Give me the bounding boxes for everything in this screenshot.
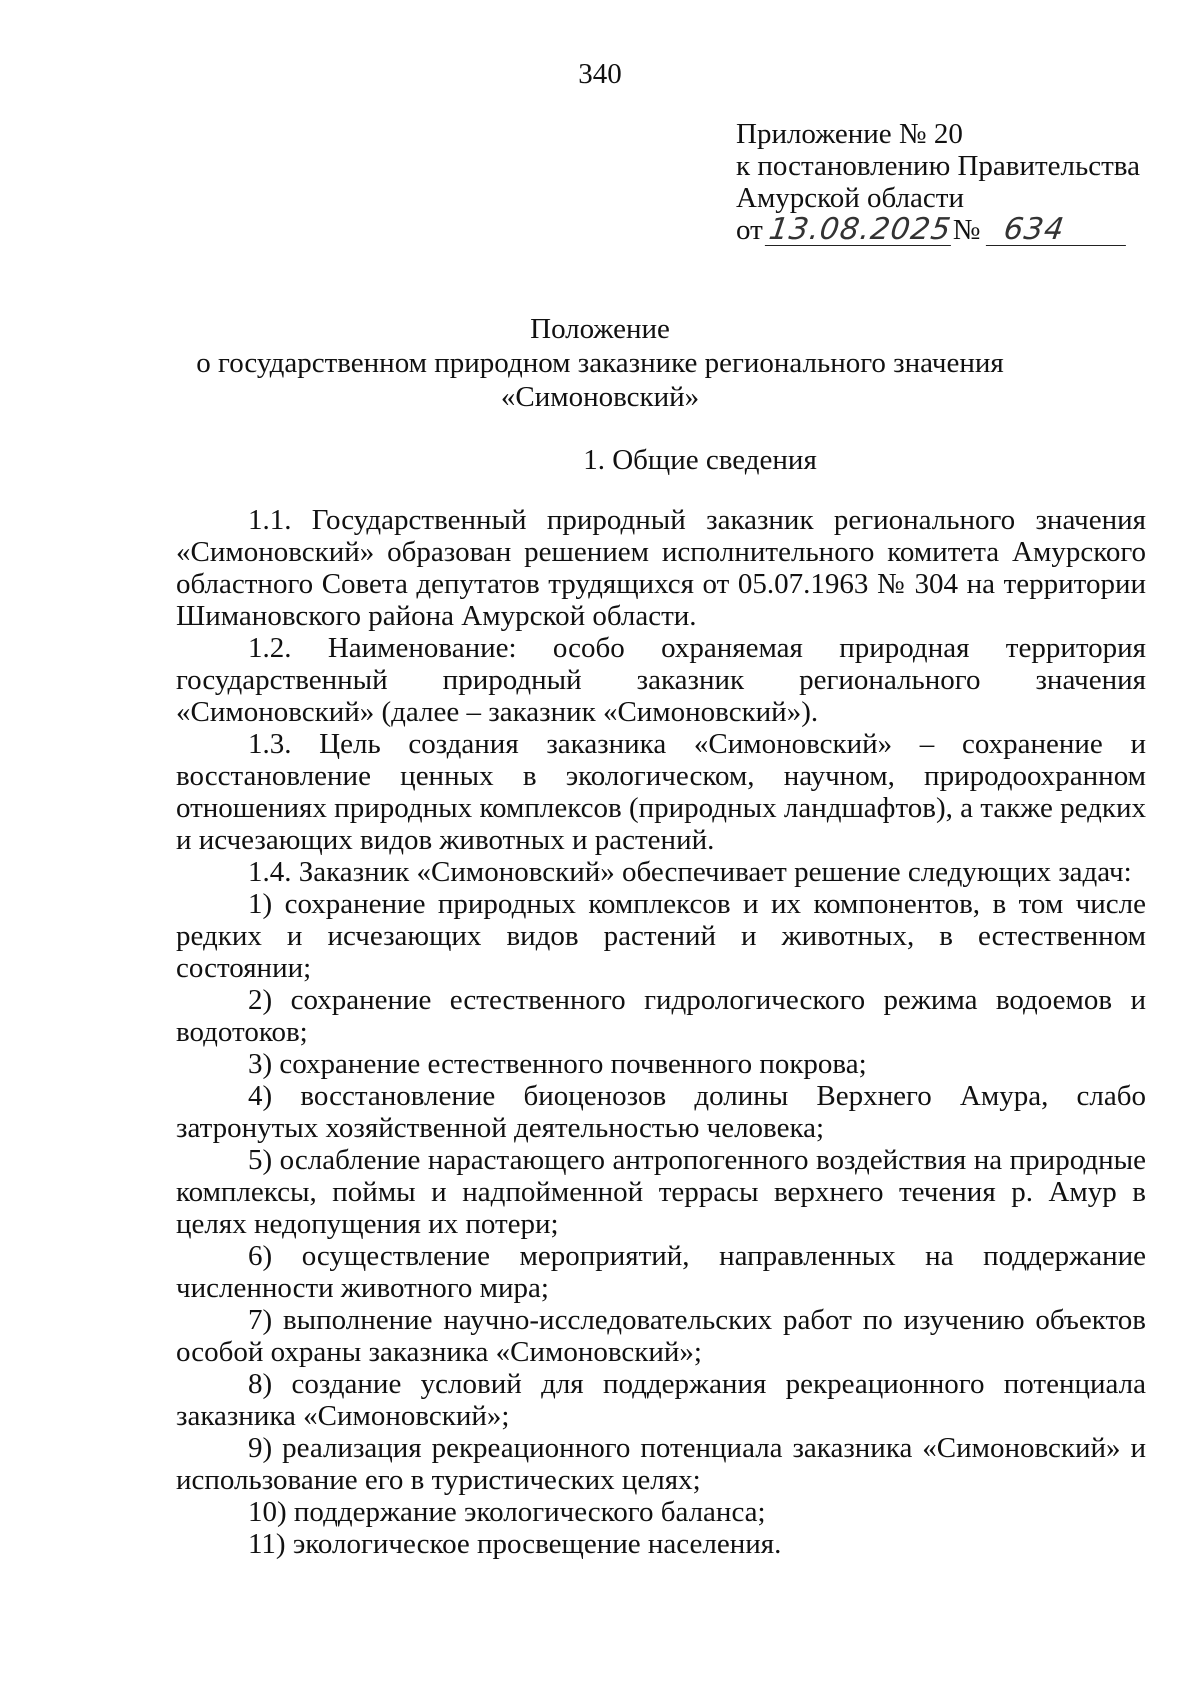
handwritten-number: 634 xyxy=(986,215,1130,246)
task-item-4: 4) восстановление биоценозов долины Верхнего Амура, слабо затронутых хозяйственной деятельностью человека; xyxy=(176,1080,1146,1144)
task-item-10: 10) поддержание экологического баланса; xyxy=(248,1496,766,1528)
title-line-3: «Симоновский» xyxy=(500,381,700,413)
paragraph-1-1: 1.1. Государственный природный заказник регионального значения «Симоновский» образован решением исполнительного комитета Амурского областного Совета депутатов трудящихся от 05.07.1963 № 304 на территории Шимановского района Амурской области. xyxy=(176,504,1146,632)
task-item-5: 5) ослабление нарастающего антропогенного воздействия на природные комплексы, поймы и надпойменной террасы верхнего течения р. Амур в целях недопущения их потери; xyxy=(176,1144,1146,1240)
document-title xyxy=(0,312,1200,414)
page-number: 340 xyxy=(578,58,622,90)
section-title: 1. Общие сведения xyxy=(583,444,817,476)
paragraph-1-2: 1.2. Наименование: особо охраняемая природная территория государственный природный заказник регионального значения «Симоновский» (далее – заказник «Симоновский»). xyxy=(176,632,1146,728)
appendix-reference: к постановлению Правительства xyxy=(736,150,1140,182)
number-prefix: № xyxy=(952,214,981,246)
appendix-block xyxy=(736,118,1176,246)
handwritten-date: 13.08.2025 xyxy=(766,212,954,247)
task-item-11: 11) экологическое просвещение населения. xyxy=(248,1528,782,1560)
paragraph-1-4: 1.4. Заказник «Симоновский» обеспечивает решение следующих задач: xyxy=(248,856,1132,888)
date-prefix: от xyxy=(736,214,763,246)
task-item-6: 6) осуществление мероприятий, направленных на поддержание численности животного мира; xyxy=(176,1240,1146,1304)
task-item-7: 7) выполнение научно-исследовательских работ по изучению объектов особой охраны заказника «Симоновский»; xyxy=(176,1304,1146,1368)
task-item-2: 2) сохранение естественного гидрологического режима водоемов и водотоков; xyxy=(176,984,1146,1048)
appendix-date-number-line xyxy=(736,214,1176,246)
task-item-1: 1) сохранение природных комплексов и их компонентов, в том числе редких и исчезающих видов растений и животных, в естественном состоянии; xyxy=(176,888,1146,984)
paragraph-1-3: 1.3. Цель создания заказника «Симоновский» – сохранение и восстановление ценных в экологическом, научном, природоохранном отношениях природных комплексов (природных ландшафтов), а также редких и исчезающих видов животных и растений. xyxy=(176,728,1146,856)
title-line-1: Положение xyxy=(530,313,670,345)
document-body xyxy=(176,504,1146,1560)
task-item-9: 9) реализация рекреационного потенциала заказника «Симоновский» и использование его в туристических целях; xyxy=(176,1432,1146,1496)
appendix-title: Приложение № 20 xyxy=(736,118,963,150)
title-line-2: о государственном природном заказнике регионального значения xyxy=(196,347,1004,379)
appendix-region: Амурской области xyxy=(736,182,964,214)
task-item-3: 3) сохранение естественного почвенного покрова; xyxy=(248,1048,867,1080)
task-item-8: 8) создание условий для поддержания рекреационного потенциала заказника «Симоновский»; xyxy=(176,1368,1146,1432)
